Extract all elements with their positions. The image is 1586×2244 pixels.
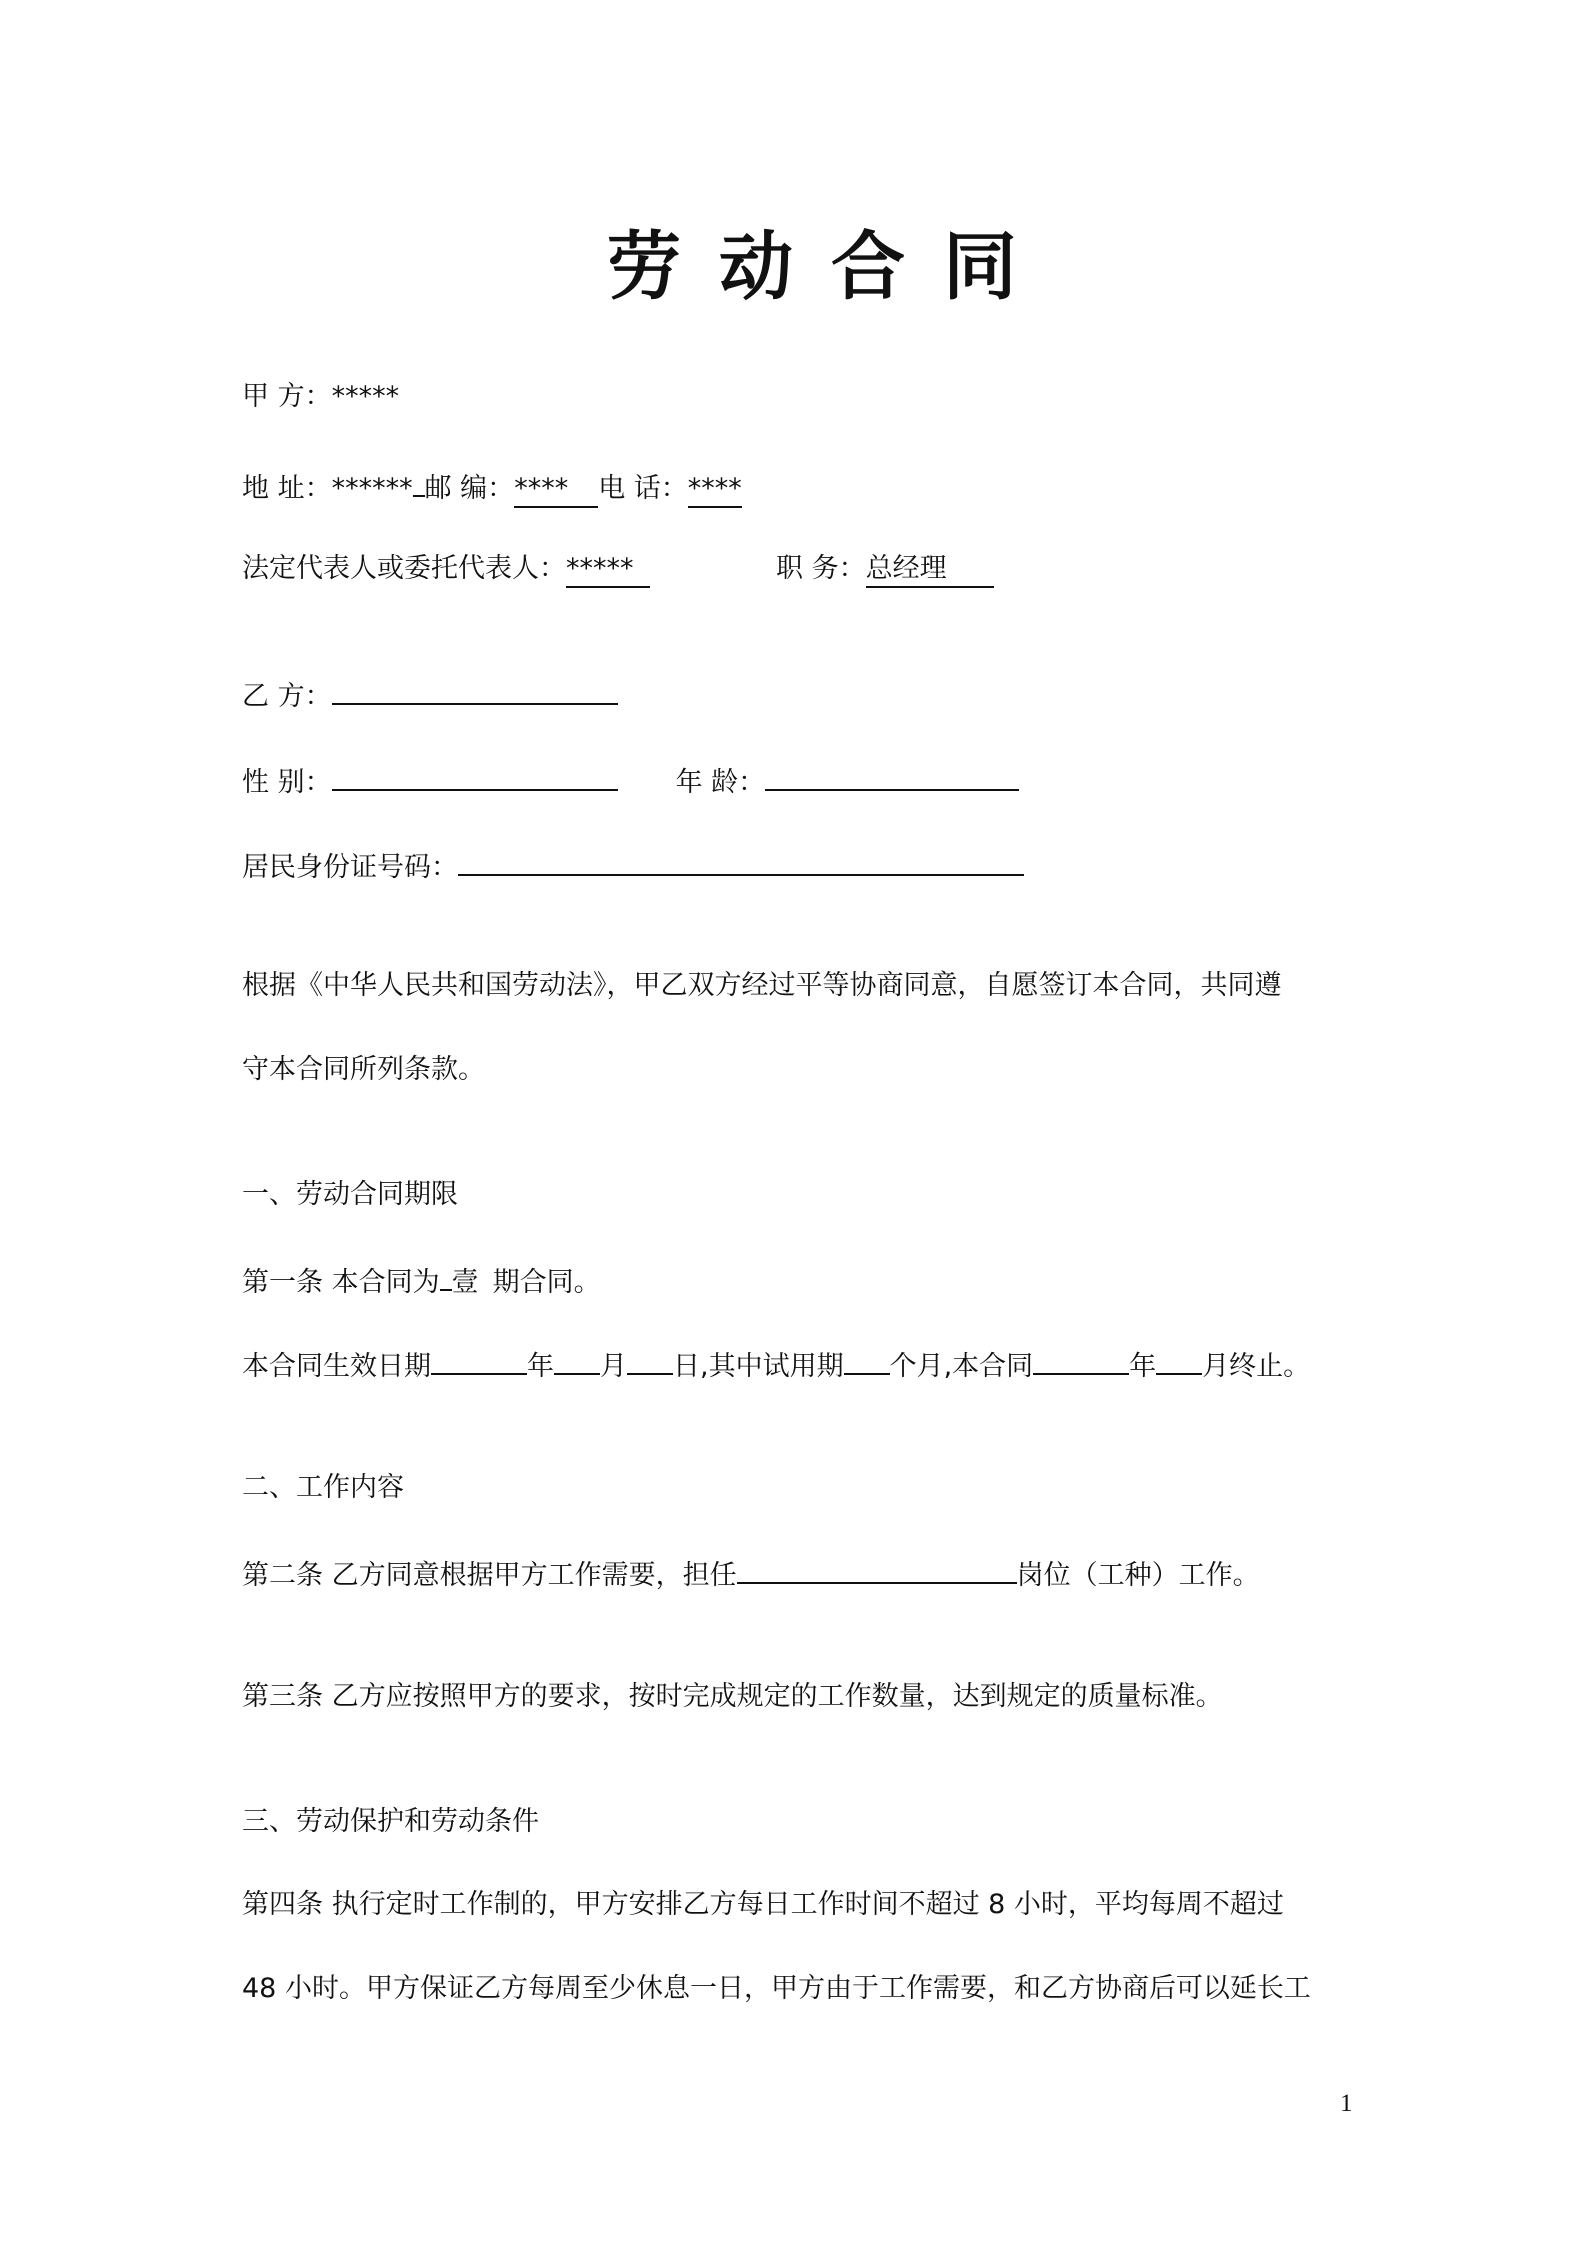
party-b-blank xyxy=(332,673,618,705)
gender-label: 性 别： xyxy=(242,767,332,798)
effective-date-label: 本合同生效日期 xyxy=(242,1351,431,1382)
gender-blank xyxy=(332,759,618,791)
party-a-label: 甲 方： xyxy=(242,381,332,412)
section-3-heading: 三、劳动保护和劳动条件 xyxy=(242,1806,539,1837)
section-1-heading: 一、劳动合同期限 xyxy=(242,1179,458,1210)
phone-label: 电 话： xyxy=(598,473,688,504)
party-a-value: ***** xyxy=(331,381,400,412)
address-value: ****** xyxy=(331,473,413,504)
effective-day-blank xyxy=(627,1343,673,1375)
article-2 xyxy=(242,1552,1260,1596)
representative-value: ***** xyxy=(566,552,650,588)
representative-line xyxy=(242,549,994,589)
article-4-line-2: 48 小时。甲方保证乙方每周至少休息一日，甲方由于工作需要，和乙方协商后可以延长工 xyxy=(242,1973,1311,2004)
address-blank xyxy=(413,465,425,497)
postcode-value: **** xyxy=(514,472,598,508)
id-blank xyxy=(458,844,1024,876)
article-2-prefix: 第二条 乙方同意根据甲方工作需要，担任 xyxy=(242,1560,737,1591)
position-blank-2 xyxy=(877,1552,1017,1584)
id-number-line xyxy=(242,844,1024,888)
party-b-label: 乙 方： xyxy=(242,681,332,712)
address-line xyxy=(242,465,742,509)
article-1 xyxy=(242,1259,601,1303)
months-label: 个月,本合同 xyxy=(889,1351,1034,1382)
article-2-suffix: 岗位（工种）工作。 xyxy=(1016,1560,1260,1591)
article-1-value: 壹 xyxy=(451,1267,479,1298)
probation-months-blank xyxy=(844,1343,890,1375)
position-label: 职 务： xyxy=(776,553,866,584)
gender-age-line xyxy=(242,759,1019,803)
representative-label: 法定代表人或委托代表人： xyxy=(242,553,566,584)
article-1-suffix: 期合同。 xyxy=(492,1267,601,1298)
age-label: 年 龄： xyxy=(675,767,766,798)
address-label: 地 址： xyxy=(242,473,332,504)
article-3: 第三条 乙方应按照甲方的要求，按时完成规定的工作数量，达到规定的质量标准。 xyxy=(242,1681,1223,1712)
age-blank xyxy=(765,759,1019,791)
end-year-blank xyxy=(1033,1343,1129,1375)
contract-term-line xyxy=(242,1343,1310,1387)
party-a-line xyxy=(242,377,399,417)
section-2-heading: 二、工作内容 xyxy=(242,1472,404,1503)
id-label: 居民身份证号码： xyxy=(242,852,458,883)
probation-label: 日,其中试用期 xyxy=(673,1351,844,1382)
end-month-blank xyxy=(1156,1343,1202,1375)
year-label: 年 xyxy=(527,1351,554,1382)
end-year-label: 年 xyxy=(1129,1351,1157,1382)
page-number: 1 xyxy=(1340,2090,1353,2117)
phone-value: **** xyxy=(688,472,742,508)
article-4-line-1: 第四条 执行定时工作制的，甲方安排乙方每日工作时间不超过 8 小时，平均每周不超过 xyxy=(242,1889,1284,1920)
month-label: 月 xyxy=(600,1351,627,1382)
intro-paragraph-line-2: 守本合同所列条款。 xyxy=(242,1054,485,1085)
effective-month-blank xyxy=(554,1343,600,1375)
effective-year-blank xyxy=(431,1343,527,1375)
document-title: 劳动合同 xyxy=(607,224,1055,310)
position-value: 总经理 xyxy=(866,552,994,588)
article-1-prefix: 第一条 本合同为 xyxy=(242,1267,440,1298)
postcode-label: 邮 编： xyxy=(424,473,515,504)
position-blank-1 xyxy=(737,1552,877,1584)
intro-paragraph-line-1: 根据《中华人民共和国劳动法》，甲乙双方经过平等协商同意，自愿签订本合同，共同遵 xyxy=(242,970,1282,1001)
end-label: 月终止。 xyxy=(1202,1351,1311,1382)
party-b-line xyxy=(242,673,618,717)
